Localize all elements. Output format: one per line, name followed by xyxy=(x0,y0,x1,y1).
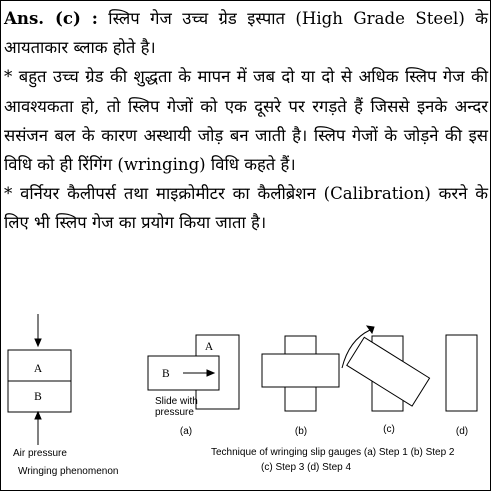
step-a-label-b: B xyxy=(162,368,170,380)
step-c-caption: (c) xyxy=(383,424,395,435)
step-c-rotated-gauge xyxy=(347,337,430,406)
step-d-caption: (d) xyxy=(455,426,469,437)
answer-label: Ans. (c) : xyxy=(4,8,98,28)
step-d-gauge xyxy=(446,335,477,411)
paragraph-3: * वर्नियर कैलीपर्स तथा माइक्रोमीटर का कैलीब्रेशन (Calibration) करने के लिए भी स्लिप गेज का प्रयोग किया जाता है। xyxy=(4,184,488,233)
step-b-caption: (b) xyxy=(294,426,308,437)
step-b-horizontal-gauge xyxy=(262,354,339,387)
top-arrow-head xyxy=(35,339,41,346)
bottom-arrow-head xyxy=(35,412,41,419)
left-caption: Wringing phenomenon xyxy=(18,466,119,477)
step-a-caption: (a) xyxy=(179,426,193,437)
paragraph-2: * बहुत उच्च ग्रेड की शुद्धता के मापन में जब दो या दो से अधिक स्लिप गेज की आवश्यकता हो, तो स्लिप गेजों को एक दूसरे पर रगड़ते हैं जिससे इनके अन्दर ससंजन बल के कारण अस्थायी जोड़ बन जाती है। स्लिप गेजों के जोड़ने की इस विधि को ही रिंगिंग (wringing) विधि कहते हैं। xyxy=(4,67,488,175)
slide-label-1: Slide with xyxy=(155,396,198,407)
block-b-label: B xyxy=(34,391,42,403)
right-caption-2: (c) Step 3 (d) Step 4 xyxy=(261,462,352,473)
block-a-label: A xyxy=(33,363,43,375)
step-a-label-a: A xyxy=(204,341,214,353)
right-caption-1: Technique of wringing slip gauges (a) Step 1 (b) Step 2 xyxy=(211,447,455,458)
slide-label-2: pressure xyxy=(155,407,194,418)
air-pressure-label: Air pressure xyxy=(13,448,67,459)
paragraph-1-body: स्लिप गेज उच्च ग्रेड इस्पात (High Grade Steel) के आयताकार ब्लाक होते है। xyxy=(4,9,488,58)
rotation-arrow-head xyxy=(367,326,374,333)
